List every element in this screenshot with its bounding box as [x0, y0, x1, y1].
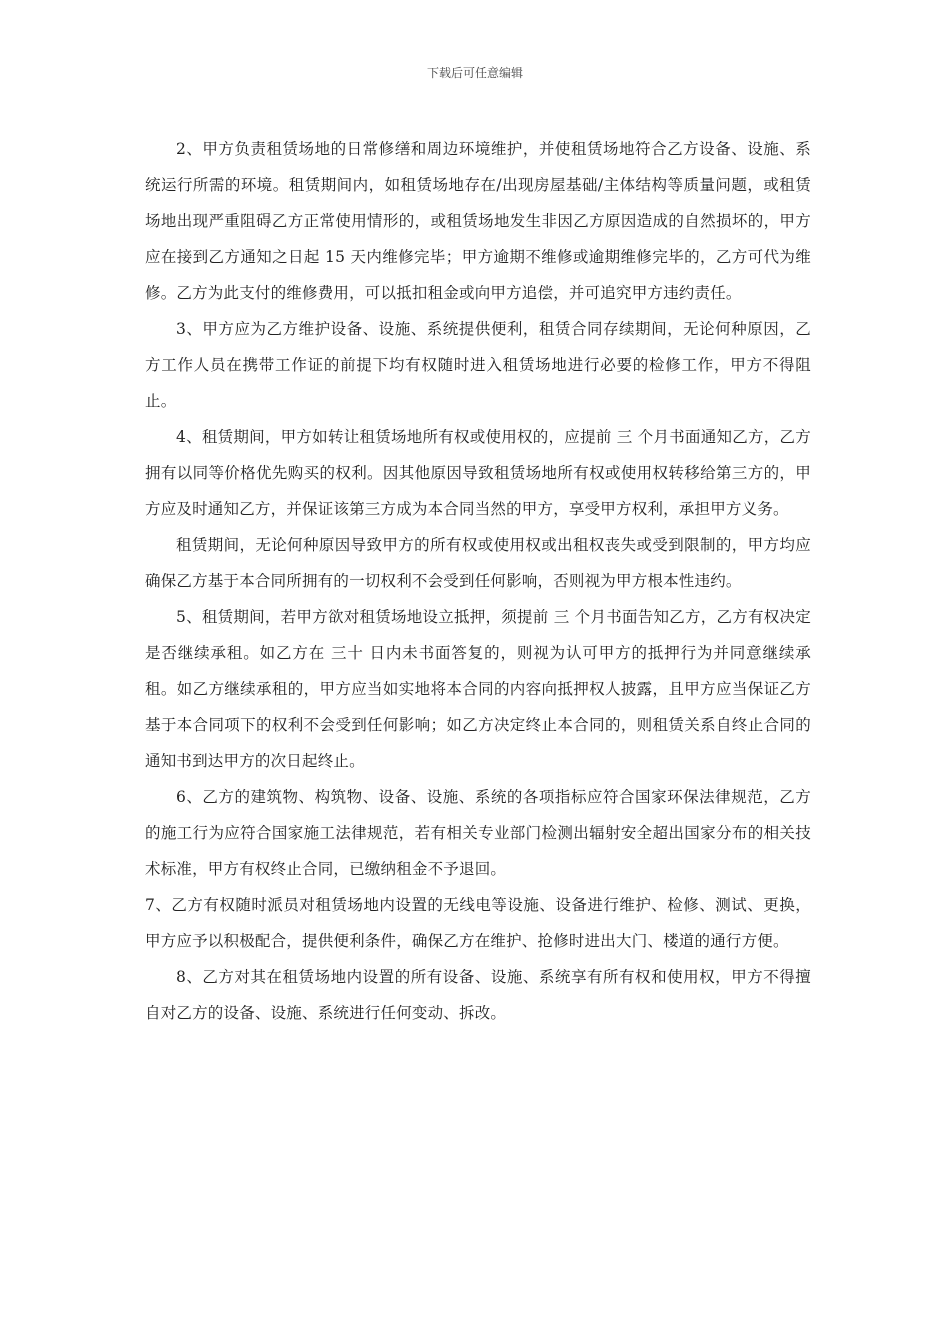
document-body: [145, 131, 811, 1031]
clause-8: 8、乙方对其在租赁场地内设置的所有设备、设施、系统享有所有权和使用权，甲方不得擅自对乙方的设备、设施、系统进行任何变动、拆改。: [145, 968, 811, 1022]
clause-6: 6、乙方的建筑物、构筑物、设备、设施、系统的各项指标应符合国家环保法律规范，乙方的施工行为应符合国家施工法律规范，若有相关专业部门检测出辐射安全超出国家分布的相关技术标准，甲方有权终止合同，已缴纳租金不予退回。: [145, 788, 811, 878]
clause-7: 7、乙方有权随时派员对租赁场地内设置的无线电等设施、设备进行维护、检修、测试、更换，甲方应予以积极配合，提供便利条件，确保乙方在维护、抢修时进出大门、楼道的通行方便。: [145, 896, 811, 950]
clause-4-supplement: 租赁期间，无论何种原因导致甲方的所有权或使用权或出租权丧失或受到限制的，甲方均应确保乙方基于本合同所拥有的一切权利不会受到任何影响，否则视为甲方根本性违约。: [145, 536, 811, 590]
clause-4: 4、租赁期间，甲方如转让租赁场地所有权或使用权的，应提前 三 个月书面通知乙方，乙方拥有以同等价格优先购买的权利。因其他原因导致租赁场地所有权或使用权转移给第三方的，甲方应及时通知乙方，并保证该第三方成为本合同当然的甲方，享受甲方权利，承担甲方义务。: [145, 428, 811, 518]
page-header: 下载后可任意编辑: [426, 66, 523, 80]
clause-3: 3、甲方应为乙方维护设备、设施、系统提供便利，租赁合同存续期间，无论何种原因，乙方工作人员在携带工作证的前提下均有权随时进入租赁场地进行必要的检修工作，甲方不得阻止。: [145, 320, 811, 410]
clause-2: 2、甲方负责租赁场地的日常修缮和周边环境维护，并使租赁场地符合乙方设备、设施、系统运行所需的环境。租赁期间内，如租赁场地存在/出现房屋基础/主体结构等质量问题，或租赁场地出现严重阻碍乙方正常使用情形的，或租赁场地发生非因乙方原因造成的自然损坏的，甲方应在接到乙方通知之日起 15 天内维修完毕；甲方逾期不维修或逾期维修完毕的，乙方可代为维修。乙方为此支付的维修费用，可以抵扣租金或向甲方追偿，并可追究甲方违约责任。: [145, 140, 811, 302]
clause-5: 5、租赁期间，若甲方欲对租赁场地设立抵押，须提前 三 个月书面告知乙方，乙方有权决定是否继续承租。如乙方在 三十 日内未书面答复的，则视为认可甲方的抵押行为并同意继续承租。如乙方继续承租的，甲方应当如实地将本合同的内容向抵押权人披露，且甲方应当保证乙方基于本合同项下的权利不会受到任何影响；如乙方决定终止本合同的，则租赁关系自终止合同的通知书到达甲方的次日起终止。: [145, 608, 811, 770]
